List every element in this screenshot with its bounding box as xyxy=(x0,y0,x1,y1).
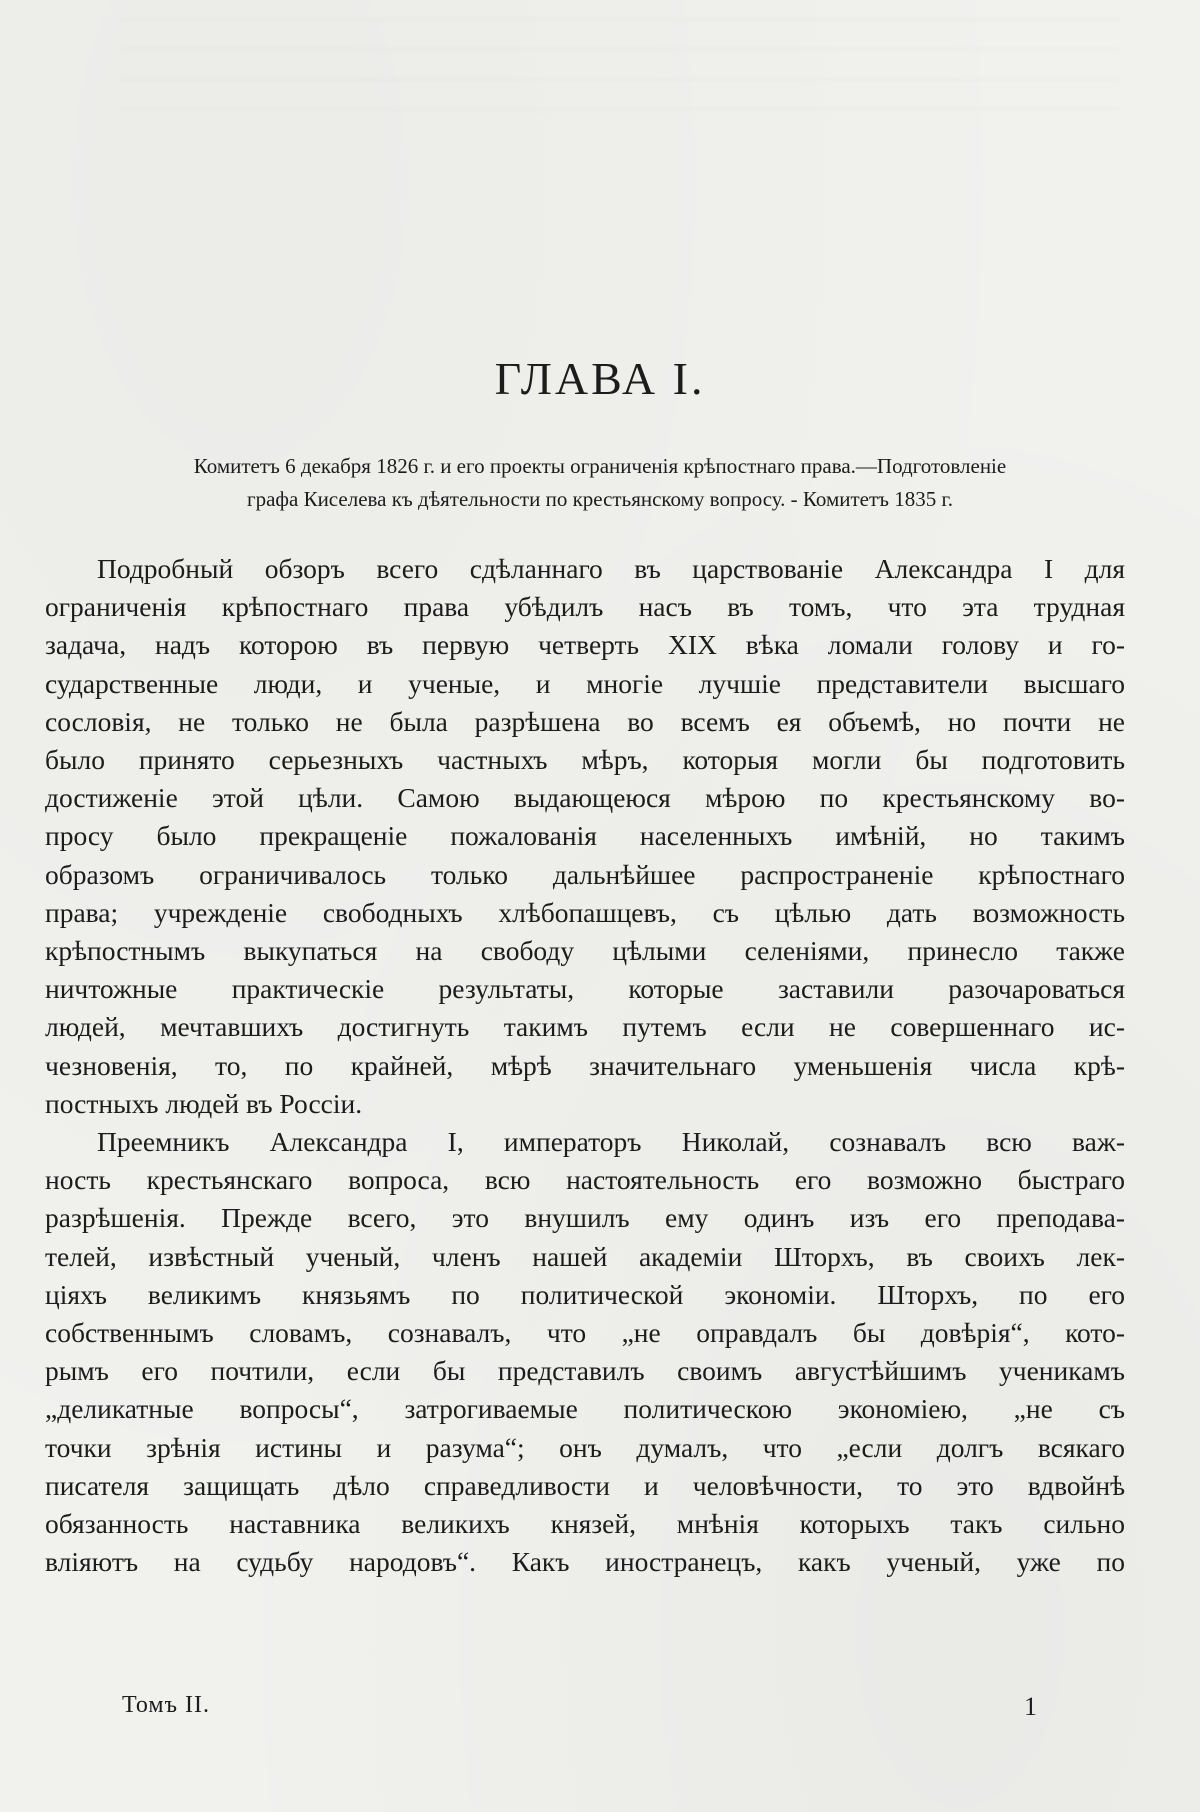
show-through-text xyxy=(120,18,1120,128)
chapter-summary-line: графа Киселева къ дѣятельности по крестьянскому вопросу. - Комитетъ 1835 г. xyxy=(246,487,954,511)
text-line: достиженіе этой цѣли. Самою выдающеюся мѣрою по крестьянскому во- xyxy=(45,782,1125,814)
text-line: образомъ ограничивалось только дальнѣйшее распространеніе крѣпостнаго xyxy=(45,858,1125,890)
text-line: „деликатные вопросы“, затрогиваемые политическою экономіею, „не съ xyxy=(45,1393,1125,1425)
text-line: вліяютъ на судьбу народовъ“. Какъ иностранецъ, какъ ученый, уже по xyxy=(45,1546,1125,1578)
text-line: крѣпостнымъ выкупаться на свободу цѣлыми селеніями, принесло также xyxy=(45,935,1125,967)
text-line: разрѣшенія. Прежде всего, это внушилъ ему одинъ изъ его преподава- xyxy=(45,1202,1125,1234)
text-line: людей, мечтавшихъ достигнуть такимъ путемъ если не совершеннаго ис- xyxy=(45,1011,1125,1043)
text-line: рымъ его почтили, если бы представилъ своимъ августѣйшимъ ученикамъ xyxy=(45,1355,1125,1387)
text-line: сударственные люди, и ученые, и многіе лучшіе представители высшаго xyxy=(45,667,1125,699)
text-line: чезновенія, то, по крайней, мѣрѣ значительнаго уменьшенія числа крѣ- xyxy=(45,1049,1125,1081)
text-line: телей, извѣстный ученый, членъ нашей академіи Шторхъ, въ своихъ лек- xyxy=(45,1240,1125,1272)
volume-label: Томъ II. xyxy=(122,1692,210,1718)
paragraph xyxy=(45,1123,1125,1581)
text-line: ограниченія крѣпостнаго права убѣдилъ насъ въ томъ, что эта трудная xyxy=(45,591,1125,623)
text-line: было принято серьезныхъ частныхъ мѣръ, которыя могли бы подготовить xyxy=(45,744,1125,776)
body-text xyxy=(45,550,1125,1581)
text-line: задача, надъ которою въ первую четверть XIX вѣка ломали голову и го- xyxy=(45,629,1125,661)
chapter-summary-line: Комитетъ 6 декабря 1826 г. и его проекты ограниченія крѣпостнаго права.—Подготовленіе xyxy=(193,454,1007,478)
chapter-title: ГЛАВА I. xyxy=(494,353,706,404)
text-line: ность крестьянскаго вопроса, всю настоятельность его возможно быстраго xyxy=(45,1164,1125,1196)
page-number: 1 xyxy=(1024,1692,1037,1721)
text-line: ціяхъ великимъ князьямъ по политической экономіи. Шторхъ, по его xyxy=(45,1278,1125,1310)
text-line: постныхъ людей въ Россіи. xyxy=(45,1087,363,1119)
text-line: ничтожные практическіе результаты, которые заставили разочароваться xyxy=(45,973,1125,1005)
text-line: писателя защищать дѣло справедливости и человѣчности, то это вдвойнѣ xyxy=(45,1469,1125,1501)
text-line: права; учрежденіе свободныхъ хлѣбопашцевъ, съ цѣлью дать возможность xyxy=(45,896,1125,928)
text-line: собственнымъ словамъ, сознавалъ, что „не оправдалъ бы довѣрія“, кото- xyxy=(45,1317,1125,1349)
paragraph xyxy=(45,550,1125,1123)
text-line: Подробный обзоръ всего сдѣланнаго въ царствованіе Александра I для xyxy=(97,553,1125,584)
text-line: точки зрѣнія истины и разума“; онъ думалъ, что „если долгъ всякаго xyxy=(45,1431,1125,1463)
text-line: Преемникъ Александра I, императоръ Николай, сознавалъ всю важ- xyxy=(97,1126,1125,1158)
text-line: просу было прекращеніе пожалованія населенныхъ имѣній, но такимъ xyxy=(45,820,1125,852)
text-line: обязанность наставника великихъ князей, мнѣнія которыхъ такъ сильно xyxy=(45,1508,1125,1540)
chapter-summary xyxy=(45,450,1155,516)
text-line: сословія, не только не была разрѣшена во всемъ ея объемѣ, но почти не xyxy=(45,705,1125,737)
